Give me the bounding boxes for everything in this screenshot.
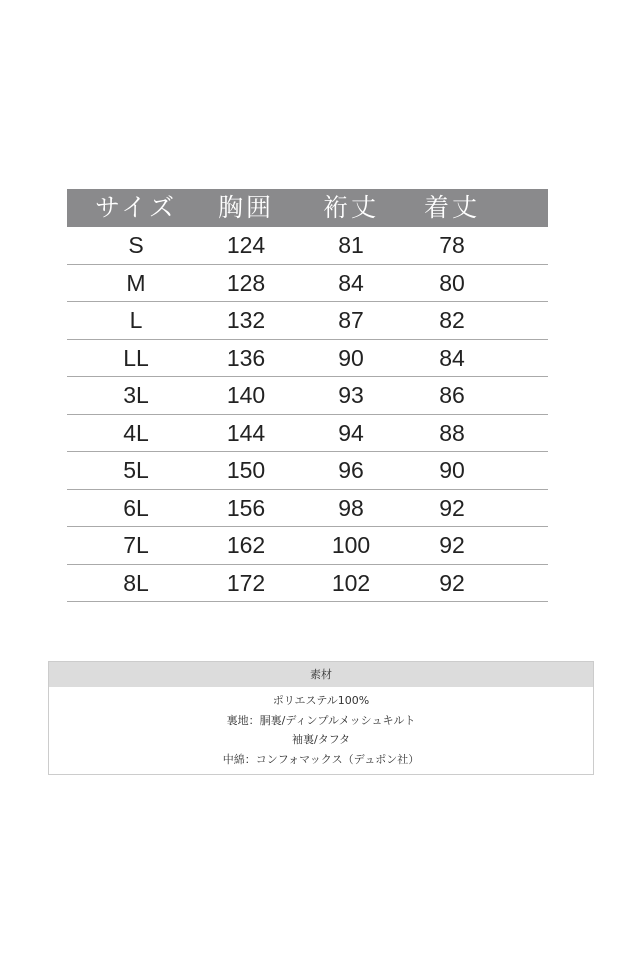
size-cell: S [128,232,144,258]
length-cell: 86 [439,382,465,408]
sleeve-cell: 98 [338,494,364,521]
header-sleeve: 裄丈 [322,193,379,222]
header-size: サイズ [94,193,177,222]
size-cell: 6L [123,494,149,521]
size-cell: 4L [123,419,149,446]
sleeve-cell: 81 [338,232,364,258]
sleeve-cell: 96 [338,457,364,483]
length-cell: 84 [439,344,465,371]
header-length: 着丈 [423,193,480,222]
table-row [67,377,548,415]
size-cell: 7L [123,532,149,558]
size-chart-table [67,189,548,602]
size-cell: 5L [123,457,149,483]
table-row [67,265,548,303]
sleeve-cell: 102 [331,569,371,596]
chest-cell: 172 [226,569,266,596]
chest-cell: 150 [226,457,266,483]
size-cell: LL [123,344,149,371]
material-line: 中綿：コンフォマックス（デュポン社） [222,752,420,766]
length-cell: 78 [439,232,465,258]
length-cell: 80 [439,269,465,296]
length-cell: 92 [439,569,465,596]
length-cell: 82 [439,307,465,333]
table-row [67,490,548,528]
table-row [67,565,548,603]
length-cell: 90 [439,457,465,483]
size-cell: L [129,307,143,333]
sleeve-cell: 90 [338,344,364,371]
table-header [67,189,548,227]
table-row [67,227,548,265]
material-title: 素材 [49,662,593,687]
sleeve-cell: 84 [338,269,364,296]
sleeve-cell: 100 [331,532,371,558]
table-row [67,527,548,565]
material-box [48,661,594,775]
chest-cell: 124 [226,232,266,258]
table-row [67,452,548,490]
chest-cell: 136 [226,344,266,371]
table-row [67,302,548,340]
table-row [67,415,548,453]
material-line: 袖裏/タフタ [292,733,350,746]
size-cell: 8L [123,569,149,596]
header-chest: 胸囲 [217,193,274,222]
chest-cell: 144 [226,419,266,446]
chest-cell: 140 [226,382,266,408]
chest-cell: 128 [226,269,266,296]
material-line: ポリエステル100% [272,694,370,707]
size-cell: M [126,269,146,296]
length-cell: 88 [439,419,465,446]
length-cell: 92 [439,532,465,558]
sleeve-cell: 94 [338,419,364,446]
chest-cell: 162 [226,532,266,558]
chest-cell: 156 [226,494,266,521]
size-cell: 3L [123,382,149,408]
chest-cell: 132 [226,307,266,333]
sleeve-cell: 87 [338,307,364,333]
sleeve-cell: 93 [338,382,364,408]
length-cell: 92 [439,494,465,521]
table-row [67,340,548,378]
material-line: 裏地：胴裏/ディンプルメッシュキルト [226,713,416,727]
